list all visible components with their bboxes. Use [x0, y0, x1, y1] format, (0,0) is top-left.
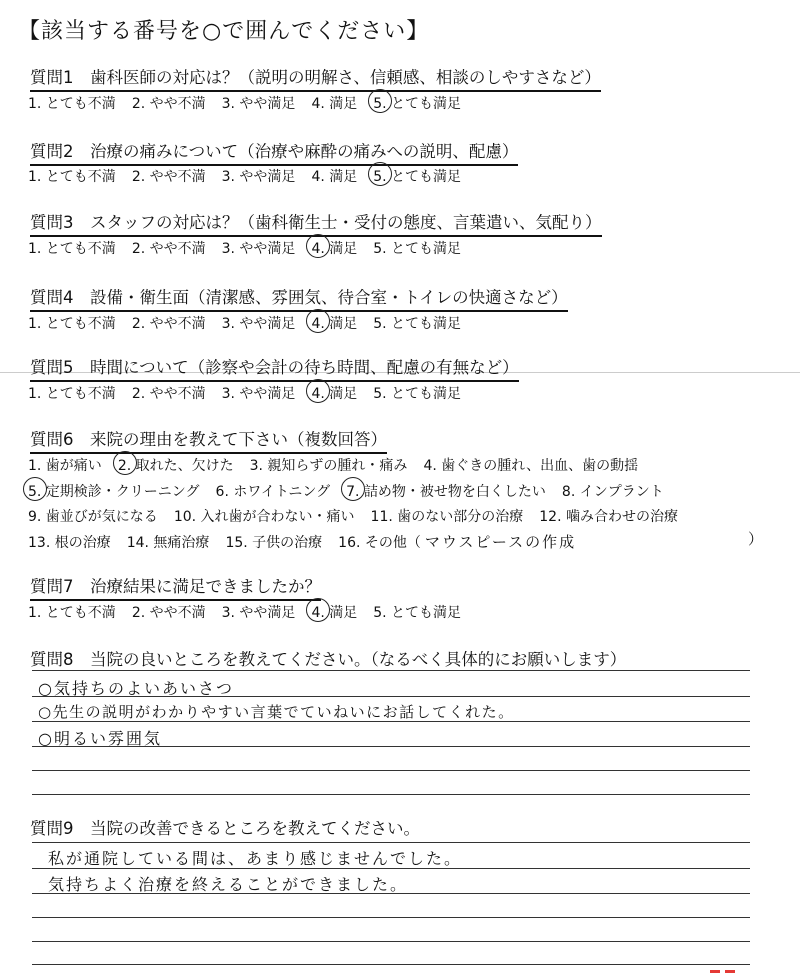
- option-circled[interactable]: 4. 満足: [311, 383, 357, 403]
- option[interactable]: 1. とても不満: [28, 96, 116, 112]
- question-1-options: [28, 93, 477, 113]
- option[interactable]: 2. やや不満: [131, 169, 206, 185]
- option[interactable]: 10. 入れ歯が合わない・痛い: [173, 509, 355, 525]
- answer-line: [32, 941, 750, 942]
- answer-line: [32, 917, 750, 918]
- option[interactable]: 5. とても満足: [373, 241, 462, 257]
- question-4-options: [28, 313, 477, 333]
- option[interactable]: 8. インプラント: [561, 484, 664, 500]
- option-circled[interactable]: 5. とても満足: [373, 93, 461, 113]
- option[interactable]: 1. とても不満: [28, 316, 116, 332]
- answer-line: [32, 670, 750, 671]
- answer-line: [32, 794, 750, 795]
- question-6-row-3: [28, 506, 694, 526]
- option[interactable]: 11. 歯のない部分の治療: [370, 509, 524, 525]
- option[interactable]: 2. やや不満: [131, 96, 206, 112]
- option[interactable]: 2. やや不満: [131, 605, 206, 621]
- question-5-options: [28, 383, 477, 403]
- page-header: 【該当する番号を○で囲んでください】: [18, 19, 430, 44]
- q9-answer-2[interactable]: 気持ちよく治療を終えることができました。: [48, 875, 409, 894]
- option-circled[interactable]: 5. とても満足: [373, 166, 461, 186]
- question-8-title: 質問8 当院の良いところを教えてください。（なるべく具体的にお願いします）: [30, 650, 627, 669]
- option[interactable]: 3. やや満足: [221, 605, 296, 621]
- option[interactable]: 1. 歯が痛い: [28, 458, 102, 474]
- option[interactable]: 3. やや満足: [221, 169, 296, 185]
- option[interactable]: 3. 親知らずの腫れ・痛み: [249, 458, 408, 474]
- option[interactable]: 3. やや満足: [221, 386, 296, 402]
- question-1-title: 質問1 歯科医師の対応は？（説明の明解さ、信頼感、相談のしやすさなど）: [30, 64, 601, 92]
- option[interactable]: 1. とても不満: [28, 605, 116, 621]
- answer-line: [32, 964, 750, 965]
- option[interactable]: 3. やや満足: [221, 96, 296, 112]
- option-circled[interactable]: 2. 取れた、欠けた: [118, 455, 234, 475]
- question-7-options: [28, 602, 477, 622]
- option[interactable]: 1. とても不満: [28, 241, 116, 257]
- option[interactable]: 1. とても不満: [28, 386, 116, 402]
- option[interactable]: 3. やや満足: [221, 316, 296, 332]
- red-stamp-mark: [710, 958, 750, 968]
- option[interactable]: 1. とても不満: [28, 169, 116, 185]
- option[interactable]: 5. とても満足: [373, 316, 462, 332]
- question-5-title: 質問5 時間について（診察や会計の待ち時間、配慮の有無など）: [30, 354, 519, 382]
- other-handwritten-text[interactable]: マウスピースの作成: [424, 533, 577, 551]
- option-circled[interactable]: 4. 満足: [311, 313, 357, 333]
- q8-answer-2[interactable]: ○先生の説明がわかりやすい言葉でていねいにお話してくれた。: [38, 703, 515, 721]
- question-3-title: 質問3 スタッフの対応は？（歯科衛生士・受付の態度、言葉遣い、気配り）: [30, 209, 602, 237]
- option[interactable]: 14. 無痛治療: [126, 535, 210, 551]
- answer-line: [32, 842, 750, 843]
- option-circled[interactable]: 4. 満足: [311, 238, 357, 258]
- question-6-row-4: [28, 531, 576, 552]
- other-close-paren: ）: [748, 530, 764, 548]
- option[interactable]: 2. やや不満: [131, 386, 206, 402]
- option[interactable]: 5. とても満足: [373, 605, 462, 621]
- question-6-row-1: [28, 455, 654, 475]
- question-7-title: 質問7 治療結果に満足できましたか？: [30, 573, 321, 601]
- question-3-options: [28, 238, 477, 258]
- option-other[interactable]: 16. その他（: [338, 535, 421, 551]
- option[interactable]: 3. やや満足: [221, 241, 296, 257]
- option[interactable]: 13. 根の治療: [28, 535, 111, 551]
- question-2-options: [28, 166, 477, 186]
- option[interactable]: 4. 歯ぐきの腫れ、出血、歯の動揺: [423, 458, 639, 474]
- option[interactable]: 15. 子供の治療: [225, 535, 323, 551]
- option[interactable]: 4. 満足: [311, 96, 358, 112]
- option-circled[interactable]: 5. 定期検診・クリーニング: [28, 481, 200, 501]
- option[interactable]: 9. 歯並びが気になる: [28, 509, 158, 525]
- option[interactable]: 4. 満足: [311, 169, 358, 185]
- option[interactable]: 5. とても満足: [373, 386, 462, 402]
- question-6-title: 質問6 来院の理由を教えて下さい（複数回答）: [30, 426, 387, 454]
- question-9-title: 質問9 当院の改善できるところを教えてください。: [30, 819, 420, 838]
- question-4-title: 質問4 設備・衛生面（清潔感、雰囲気、待合室・トイレの快適さなど）: [30, 284, 568, 312]
- option[interactable]: 2. やや不満: [131, 241, 206, 257]
- q8-answer-1[interactable]: ○気持ちのよいあいさつ: [38, 679, 234, 698]
- option-circled[interactable]: 7. 詰め物・被せ物を白くしたい: [346, 481, 546, 501]
- q8-answer-3[interactable]: ○明るい雰囲気: [38, 729, 162, 748]
- question-6-row-2: [28, 481, 680, 501]
- answer-line: [32, 770, 750, 771]
- option-circled[interactable]: 4. 満足: [311, 602, 357, 622]
- option[interactable]: 2. やや不満: [131, 316, 206, 332]
- q9-answer-1[interactable]: 私が通院している間は、あまり感じませんでした。: [48, 849, 463, 868]
- option[interactable]: 12. 噛み合わせの治療: [539, 509, 678, 525]
- option[interactable]: 6. ホワイトニング: [215, 484, 331, 500]
- question-2-title: 質問2 治療の痛みについて（治療や麻酔の痛みへの説明、配慮）: [30, 138, 518, 166]
